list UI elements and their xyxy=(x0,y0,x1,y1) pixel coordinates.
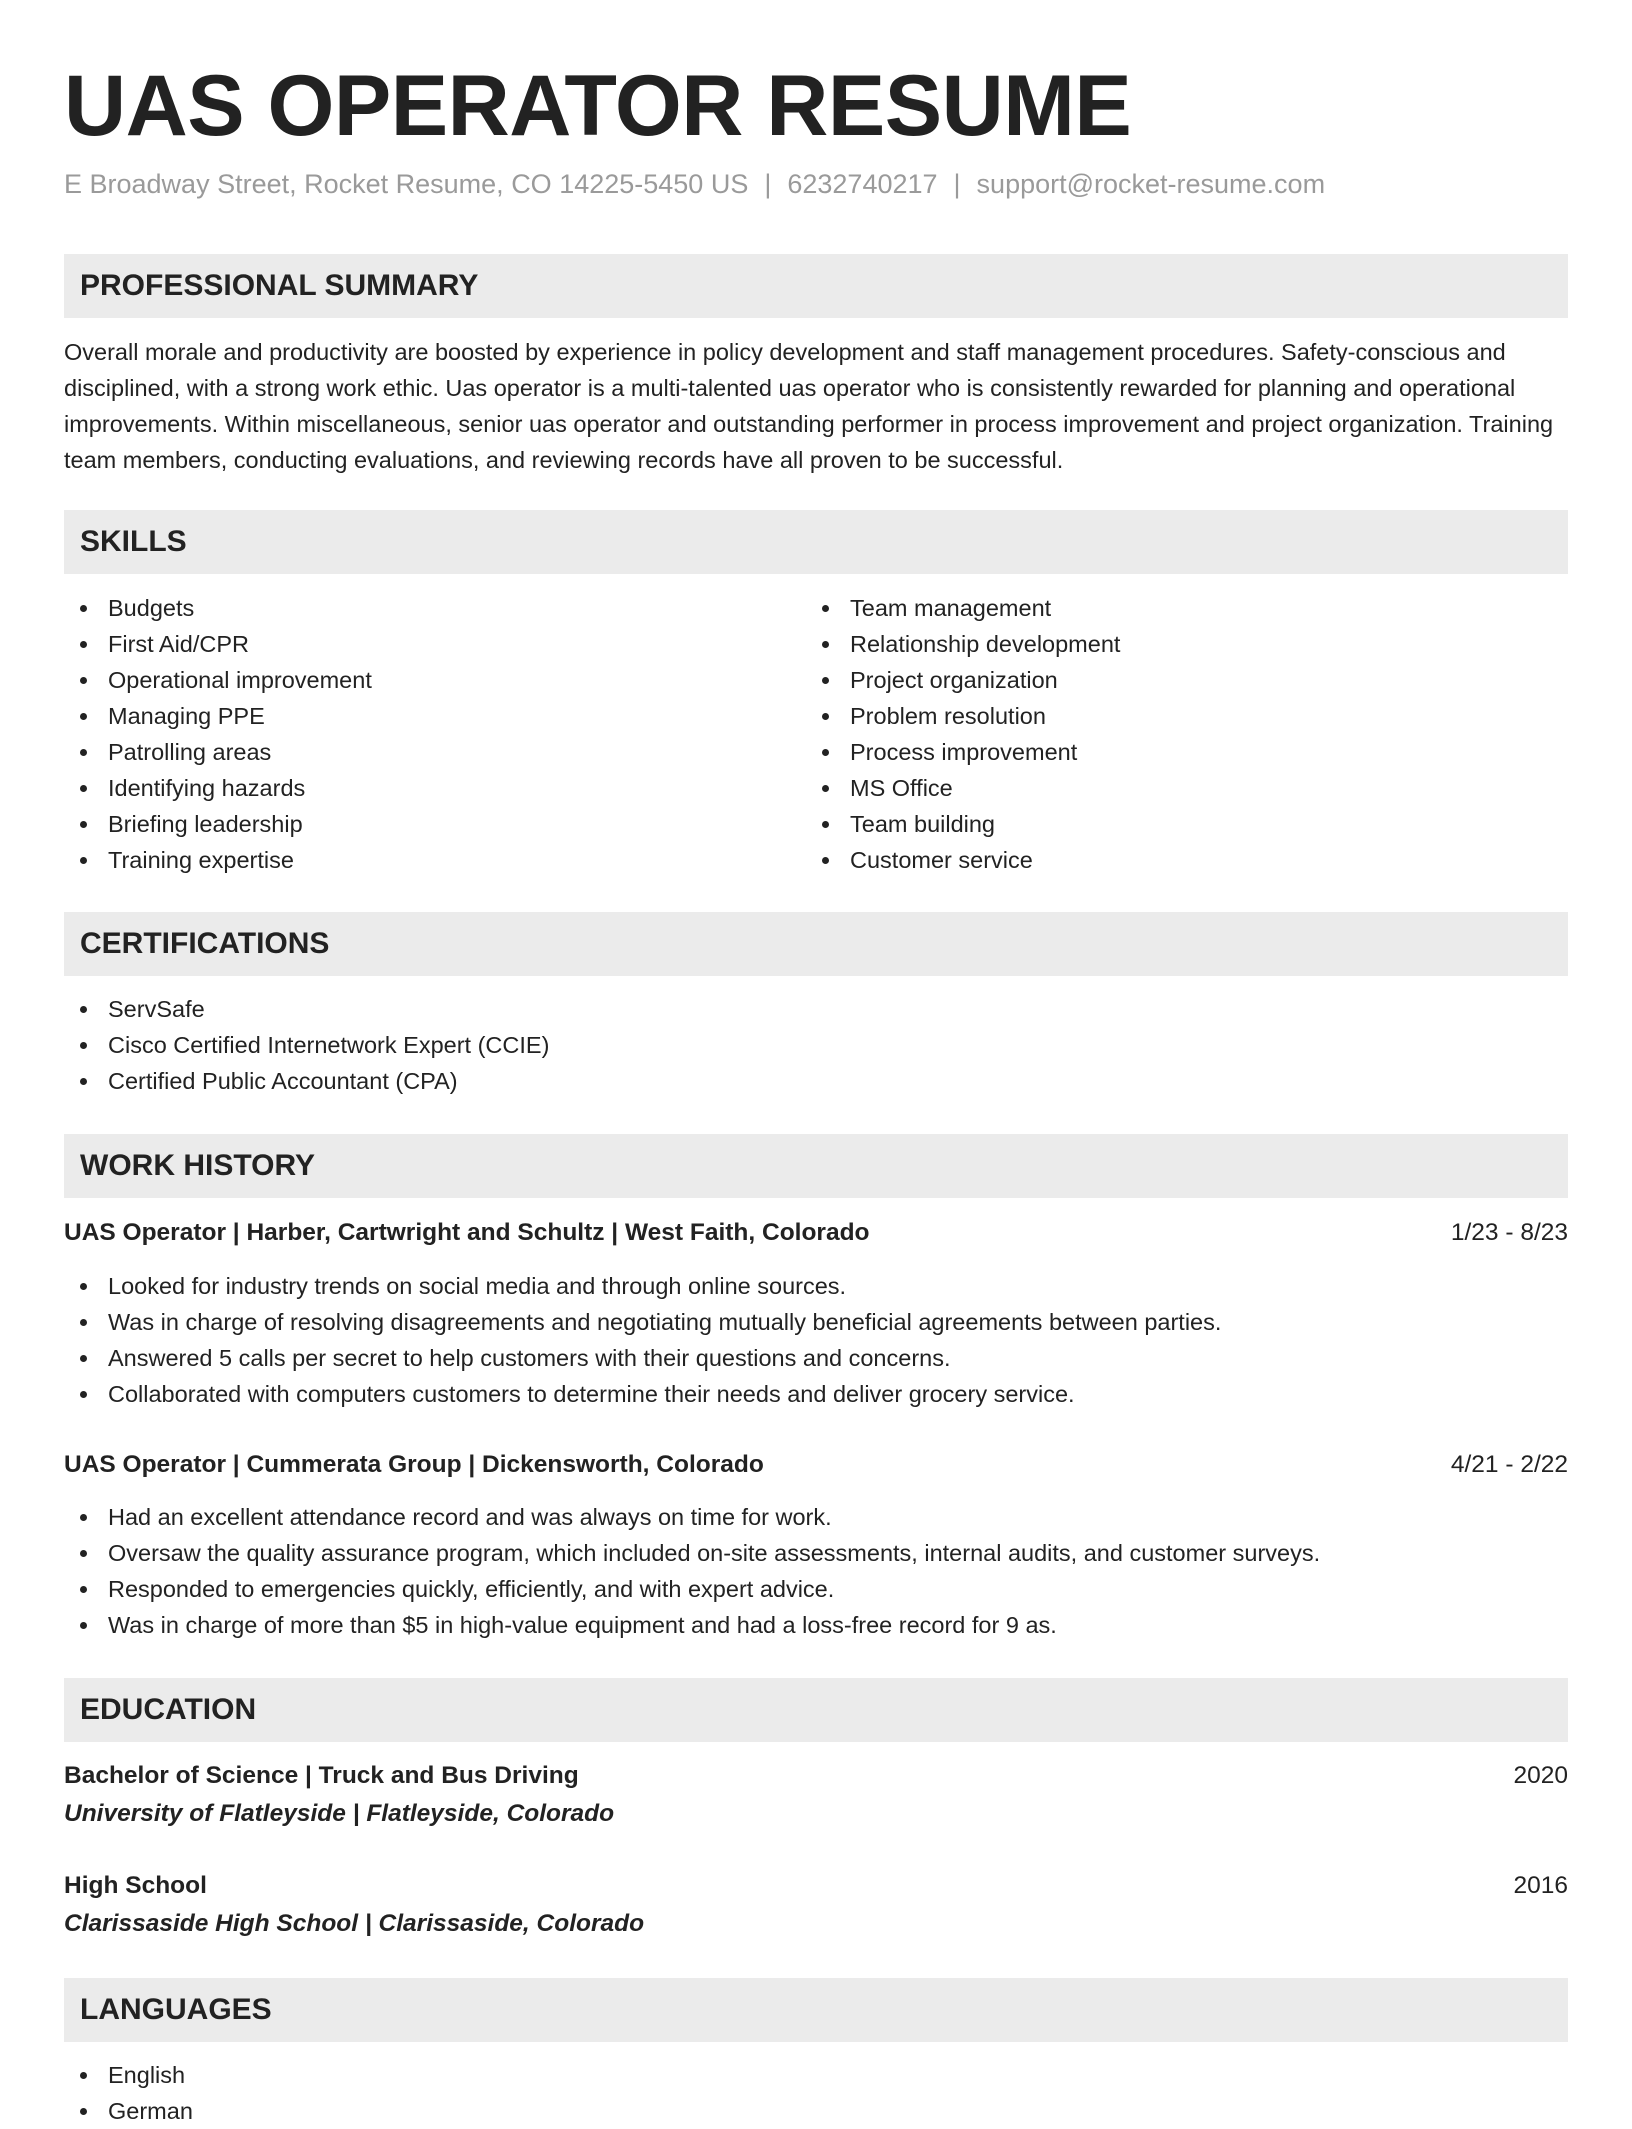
job-title: UAS Operator | Cummerata Group | Dickensworth, Colorado xyxy=(64,1451,764,1478)
job-dates: 1/23 - 8/23 xyxy=(1450,1219,1568,1246)
section-heading-skills: SKILLS xyxy=(64,510,1568,574)
section-heading-certifications: CERTIFICATIONS xyxy=(64,912,1568,976)
list-item: Problem resolution xyxy=(806,698,1546,734)
list-item: Project organization xyxy=(806,662,1546,698)
list-item: Process improvement xyxy=(806,734,1546,770)
section-heading-education: EDUCATION xyxy=(64,1678,1568,1742)
list-item: Team building xyxy=(806,806,1546,842)
summary-text: Overall morale and productivity are boosted by experience in policy development and staff management procedures. Safety-conscious and disciplined, with a strong work ethic. Uas operator is a multi-talented uas operator who is consistently rewarded for planning and operational improvements. Within miscellaneous, senior uas operator and outstanding performer in process improvement and project organization. Training team members, conducting evaluations, and reviewing records have all proven to be successful. xyxy=(64,339,1554,473)
list-item: First Aid/CPR xyxy=(64,626,804,662)
list-item: Was in charge of resolving disagreements and negotiating mutually beneficial agreements between parties. xyxy=(64,1304,1568,1340)
education-school: Clarissaside High School | Clarissaside, Colorado xyxy=(64,1910,645,1937)
contact-separator: | xyxy=(953,169,961,199)
list-item: Looked for industry trends on social media and through online sources. xyxy=(64,1268,1568,1304)
job-header xyxy=(64,1215,1568,1251)
education-header xyxy=(64,1758,1568,1794)
job-bullets xyxy=(64,1499,1568,1643)
education-year: 2016 xyxy=(1513,1872,1568,1899)
resume-title: UAS OPERATOR RESUME xyxy=(64,58,1132,154)
list-item: MS Office xyxy=(806,770,1546,806)
section-heading-work-history: WORK HISTORY xyxy=(64,1134,1568,1198)
job-header xyxy=(64,1447,1568,1483)
list-item: Was in charge of more than $5 in high-value equipment and had a loss-free record for 9 as. xyxy=(64,1607,1568,1643)
certifications-list xyxy=(64,991,1568,1099)
contact-separator: | xyxy=(764,169,772,199)
list-item: Answered 5 calls per secret to help customers with their questions and concerns. xyxy=(64,1340,1568,1376)
list-item: Managing PPE xyxy=(64,698,804,734)
list-item: Training expertise xyxy=(64,842,804,878)
contact-phone: 6232740217 xyxy=(787,169,938,199)
job-dates: 4/21 - 2/22 xyxy=(1450,1451,1568,1478)
list-item: Budgets xyxy=(64,590,804,626)
education-degree: High School xyxy=(64,1872,207,1899)
list-item: Had an excellent attendance record and was always on time for work. xyxy=(64,1499,1568,1535)
job-bullets xyxy=(64,1268,1568,1412)
list-item: German xyxy=(64,2093,1568,2129)
section-heading-summary: PROFESSIONAL SUMMARY xyxy=(64,254,1568,318)
list-item: Team management xyxy=(806,590,1546,626)
list-item: Cisco Certified Internetwork Expert (CCIE) xyxy=(64,1027,1568,1063)
list-item: Relationship development xyxy=(806,626,1546,662)
languages-list xyxy=(64,2057,1568,2129)
education-header xyxy=(64,1868,1568,1904)
list-item: Oversaw the quality assurance program, which included on-site assessments, internal audits, and customer surveys. xyxy=(64,1535,1568,1571)
list-item: Identifying hazards xyxy=(64,770,804,806)
list-item: Operational improvement xyxy=(64,662,804,698)
job-title: UAS Operator | Harber, Cartwright and Schultz | West Faith, Colorado xyxy=(64,1219,870,1246)
contact-line xyxy=(64,166,1325,202)
list-item: Collaborated with computers customers to determine their needs and deliver grocery service. xyxy=(64,1376,1568,1412)
section-heading-languages: LANGUAGES xyxy=(64,1978,1568,2042)
list-item: Patrolling areas xyxy=(64,734,804,770)
education-year: 2020 xyxy=(1513,1762,1568,1789)
list-item: ServSafe xyxy=(64,991,1568,1027)
list-item: Customer service xyxy=(806,842,1546,878)
skills-list-right xyxy=(806,590,1546,878)
list-item: Briefing leadership xyxy=(64,806,804,842)
list-item: English xyxy=(64,2057,1568,2093)
list-item: Certified Public Accountant (CPA) xyxy=(64,1063,1568,1099)
contact-email[interactable]: support@rocket-resume.com xyxy=(976,169,1326,199)
education-school: University of Flatleyside | Flatleyside, Colorado xyxy=(64,1800,615,1827)
education-degree: Bachelor of Science | Truck and Bus Driving xyxy=(64,1762,579,1789)
contact-address: E Broadway Street, Rocket Resume, CO 14225-5450 US xyxy=(64,169,749,199)
skills-list-left xyxy=(64,590,804,878)
list-item: Responded to emergencies quickly, efficiently, and with expert advice. xyxy=(64,1571,1568,1607)
